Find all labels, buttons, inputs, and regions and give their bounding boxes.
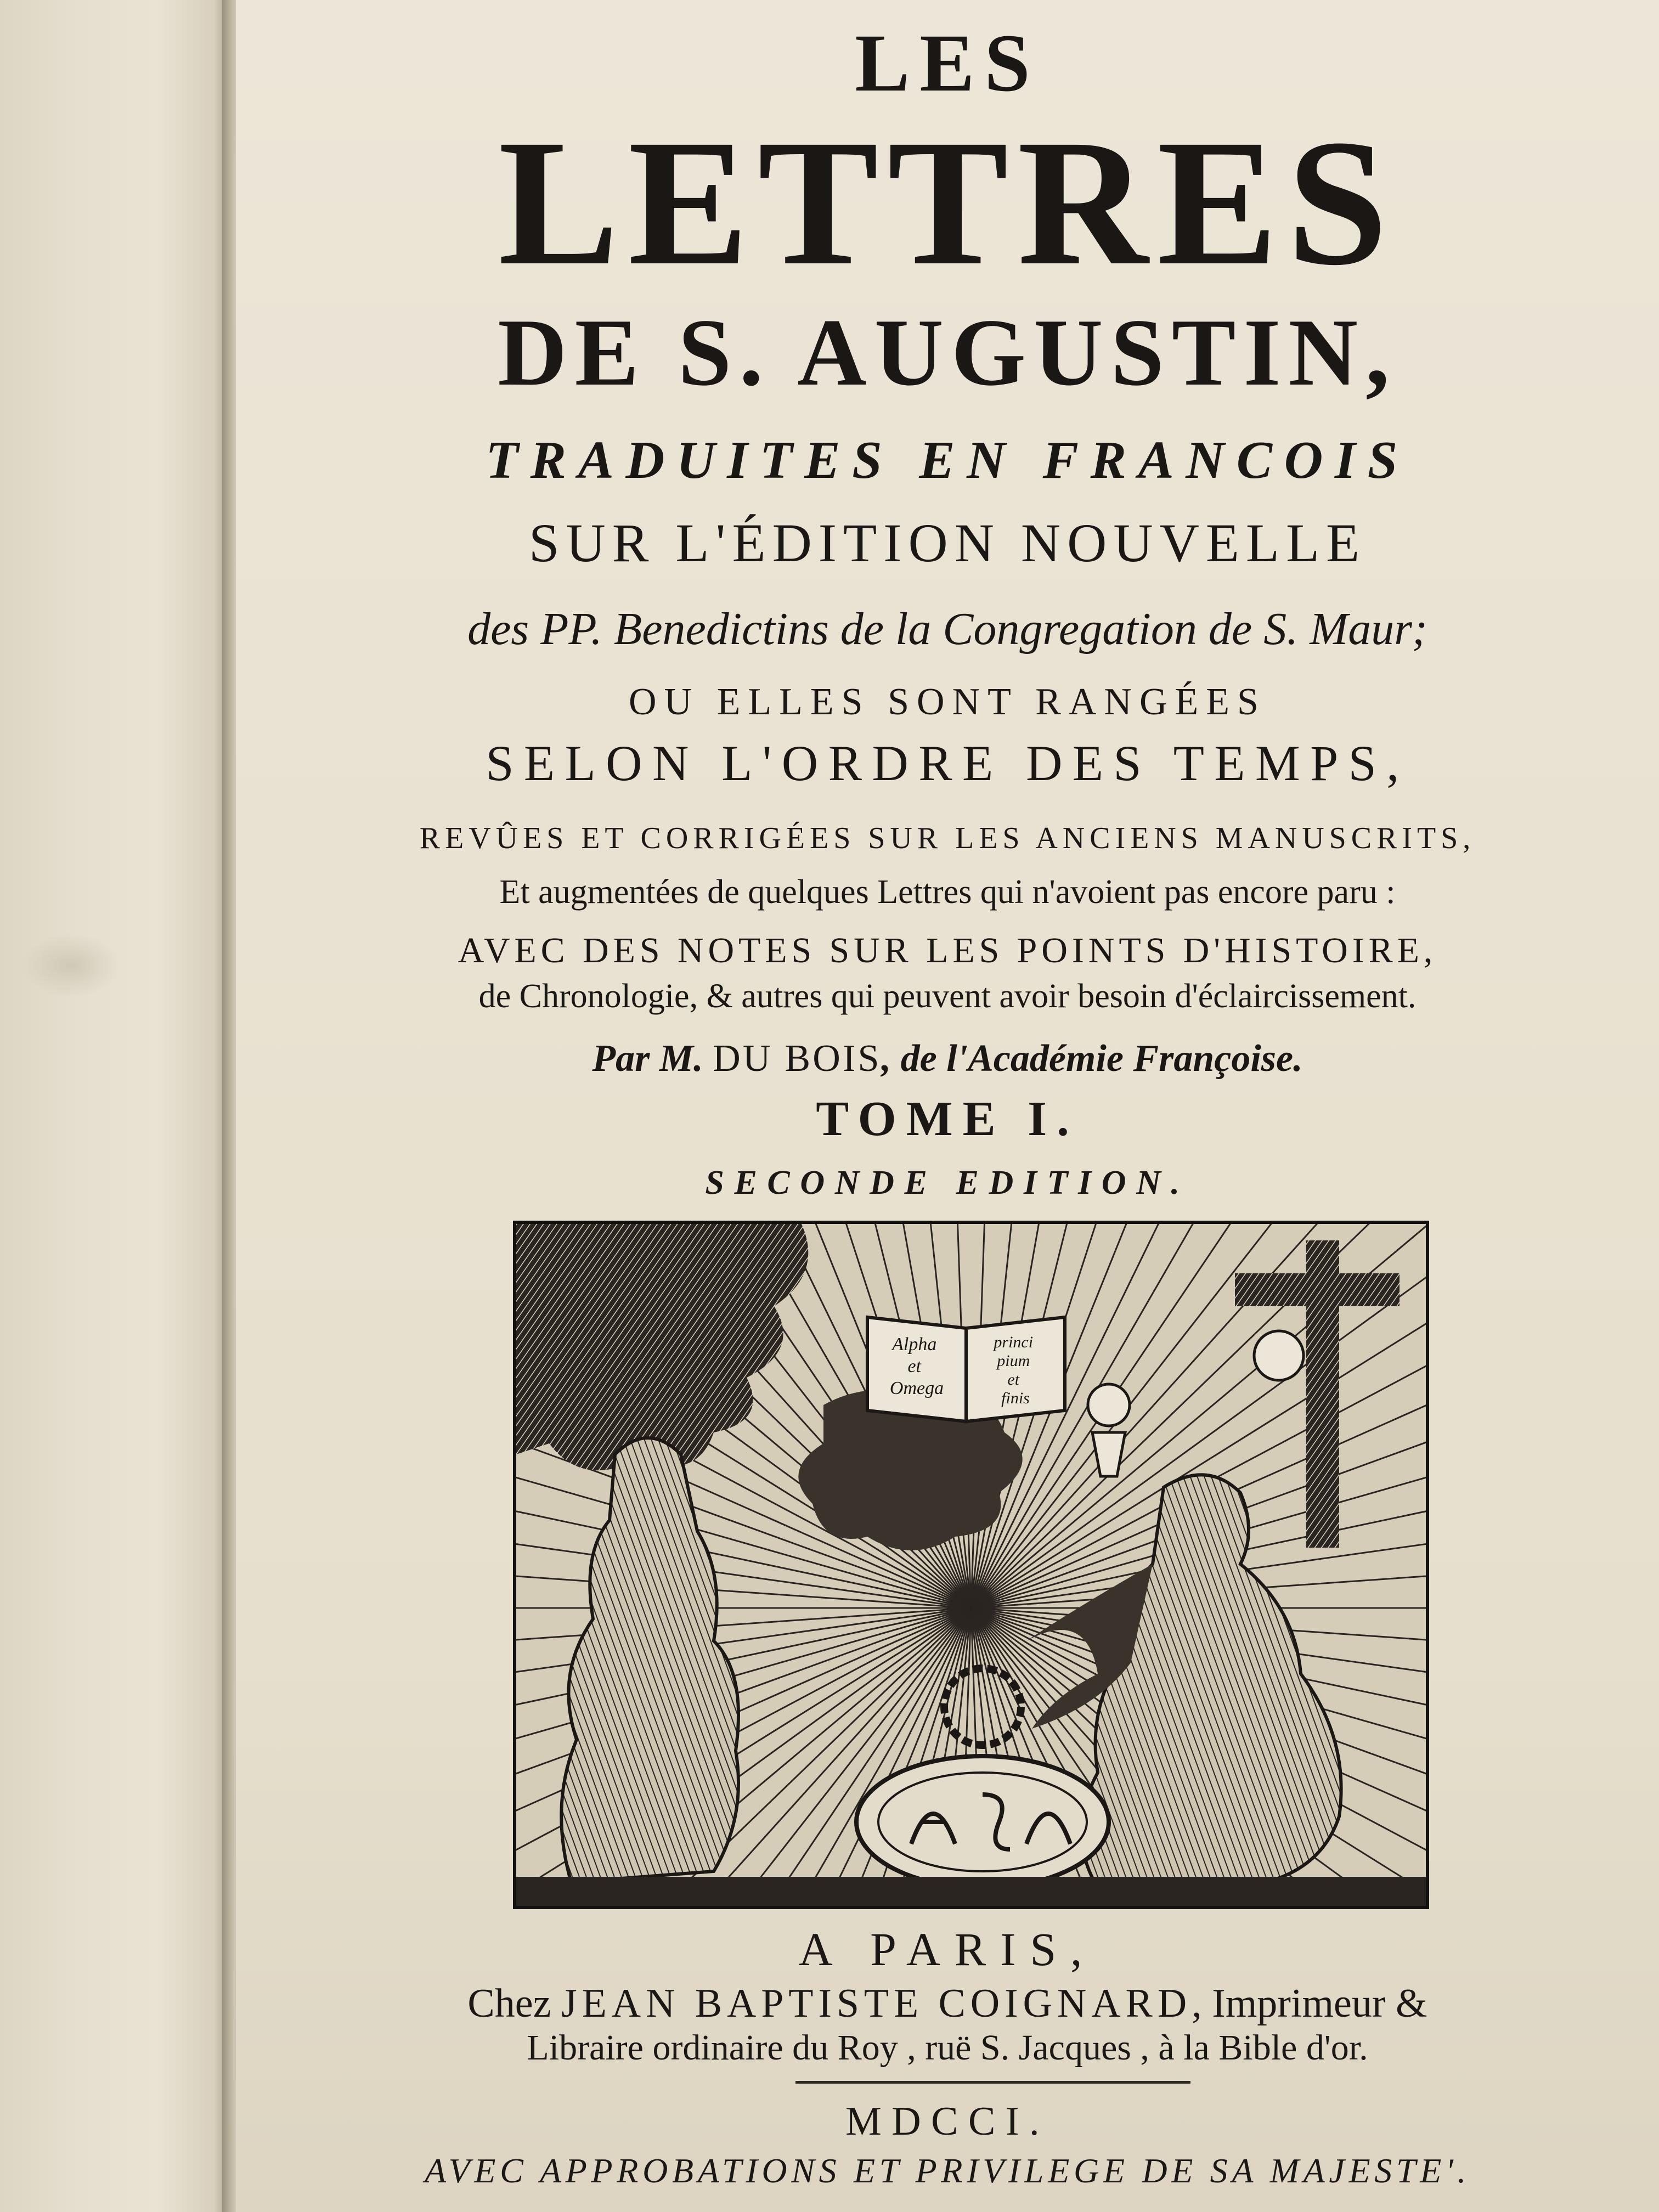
title-les: LES xyxy=(855,18,1040,109)
subtitle-augmentees: Et augmentées de quelques Lettres qui n'avoient pas encore paru : xyxy=(499,873,1396,911)
imprint-rule xyxy=(795,2081,1190,2084)
subtitle-traduites: TRADUITES EN FRANCOIS xyxy=(486,431,1409,490)
subtitle-selon: SELON L'ORDRE DES TEMPS, xyxy=(486,735,1409,791)
book-right-text: princi pium et finis xyxy=(994,1333,1034,1407)
subtitle-benedictins: des PP. Benedictins de la Congregation de S. Maur; xyxy=(467,603,1427,654)
imprint-place: A PARIS, xyxy=(798,1923,1097,1976)
book-left-text: Alpha et Omega xyxy=(889,1334,944,1398)
publication-date: MDCCI. xyxy=(845,2099,1050,2144)
author-suffix: , de l'Académie Françoise. xyxy=(881,1037,1303,1080)
author-prefix: Par M. xyxy=(592,1037,703,1080)
approbation-line: AVEC APPROBATIONS ET PRIVILEGE DE SA MAJESTE'. xyxy=(424,2151,1471,2190)
title-lettres: LETTRES xyxy=(498,103,1397,303)
author-line xyxy=(236,1037,1659,1080)
monogram-cartouche xyxy=(856,1756,1109,1888)
author-name: DU BOIS xyxy=(713,1037,882,1080)
subtitle-chronologie: de Chronologie, & autres qui peuvent avoir besoin d'éclaircissement. xyxy=(478,978,1417,1015)
subtitle-revues: REVÛES ET CORRIGÉES SUR LES ANCIENS MANUSCRITS, xyxy=(419,821,1476,855)
subtitle-edition: SUR L'ÉDITION NOUVELLE xyxy=(528,512,1367,573)
volume-number: TOME I. xyxy=(816,1092,1079,1146)
woodcut-vignette xyxy=(513,1221,1429,1909)
printer-prefix: Chez xyxy=(467,1981,551,2026)
title-page xyxy=(236,0,1659,2212)
book-illustration xyxy=(867,1317,1065,1421)
imprint-printer xyxy=(236,1983,1659,2024)
subtitle-avec-notes: AVEC DES NOTES SUR LES POINTS D'HISTOIRE, xyxy=(458,930,1437,970)
title-augustin: DE S. AUGUSTIN, xyxy=(498,299,1397,405)
imprint-address: Libraire ordinaire du Roy , ruë S. Jacques , à la Bible d'or. xyxy=(527,2028,1368,2068)
printer-name: JEAN BAPTISTE COIGNARD xyxy=(561,1981,1192,2026)
printer-suffix: , Imprimeur & xyxy=(1192,1981,1427,2026)
edition-statement: SECONDE EDITION. xyxy=(705,1164,1190,1201)
flyleaf-page xyxy=(0,0,225,2212)
subtitle-ou-elles: OU ELLES SONT RANGÉES xyxy=(629,681,1266,723)
